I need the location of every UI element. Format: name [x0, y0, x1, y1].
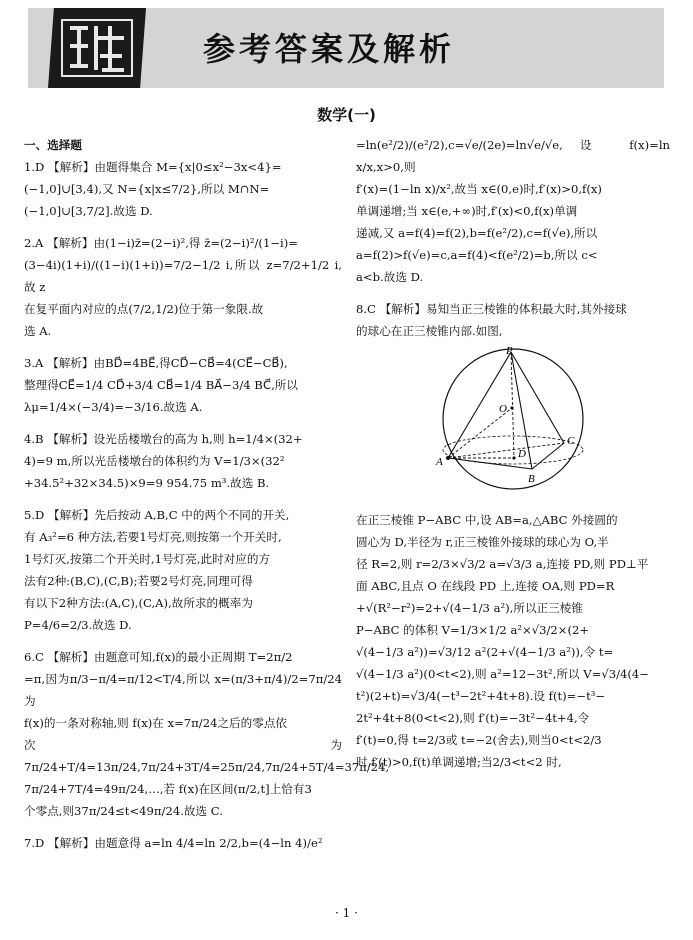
solution-line: 选 A.	[24, 324, 52, 338]
page-header	[28, 8, 664, 88]
seal-logo-icon	[58, 16, 136, 80]
right-column-top	[356, 134, 670, 342]
paragraph-gap	[356, 288, 670, 298]
solution-line: 有 A₃²=6 种方法,若要1号灯亮,则按第一个开关时,	[24, 530, 282, 544]
solution-line: 7π/24+7T/4=49π/24,…,若 f(x)在区间(π/2,t]上恰有3	[24, 782, 312, 796]
solution-line: 4)=9 m,所以光岳楼墩台的体积约为 V=1/3×(32²	[24, 454, 285, 468]
solution-line: √(4−1/3 a²)(0<t<2),则 a²=12−3t²,所以 V=√3/4(4−	[356, 667, 650, 681]
page-title: 参考答案及解析	[203, 30, 456, 68]
solution-line: 1号灯灭,按第二个开关时,1号灯亮,此时对应的方	[24, 552, 271, 566]
solution-line: =π,因为π/3−π/4=π/12<T/4,所以 x=(π/3+π/4)/2=7π/24为	[24, 672, 342, 708]
solution-line: √(4−1/3 a²))=√3/12 a²(2+√(4−1/3 a²)),令 t=	[356, 645, 614, 659]
solution-line: 在复平面内对应的点(7/2,1/2)位于第一象限.故	[24, 302, 264, 316]
solution-line: 3.A 【解析】由BD⃗=4BE⃗,得CD⃗−CB⃗=4(CE⃗−CB⃗),	[24, 356, 288, 370]
solution-line: +34.5²+32×34.5)×9=9 954.75 m³.故选 B.	[24, 476, 270, 490]
paragraph-gap	[24, 822, 342, 832]
solution-line: (−1,0]∪[3,7/2].故选 D.	[24, 204, 153, 218]
solution-line: a=f(2)>f(√e)=c,a=f(4)<f(e²/2)=b,所以 c<	[356, 248, 598, 262]
paragraph-gap	[24, 494, 342, 504]
subject-title: 数学(一)	[317, 106, 376, 124]
solution-line: 时,f′(t)>0,f(t)单调递增;当2/3<t<2 时,	[356, 755, 562, 769]
solution-line: 面 ABC,且点 O 在线段 PD 上,连接 OA,则 PD=R	[356, 579, 615, 593]
pyramid-sphere-figure	[356, 346, 670, 496]
solution-line: 的球心在正三棱锥内部.如图,	[356, 324, 503, 338]
solution-line: 在正三棱锥 P−ABC 中,设 AB=a,△ABC 外接圆的	[356, 513, 618, 527]
solution-line: 7.D 【解析】由题意得 a=ln 4/4=ln 2/2,b=(4−ln 4)/e²	[24, 836, 323, 850]
solution-line: λμ=1/4×(−3/4)=−3/16.故选 A.	[24, 400, 203, 414]
solution-line: 圆心为 D,半径为 r,正三棱锥外接球的球心为 O,半	[356, 535, 609, 549]
figure-label-p: P	[506, 346, 513, 357]
solution-line: (3−4i)(1+i)/((1−i)(1+i))=7/2−1/2 i,所以 z=7/2+1/2 i,故 z	[24, 258, 342, 294]
solution-line: 2.A 【解析】由(1−i)z̄=(2−i)²,得 z̄=(2−i)²/(1−i)=	[24, 236, 298, 250]
figure-label-o: O	[499, 403, 507, 415]
solution-line: f′(x)=(1−ln x)/x²,故当 x∈(0,e)时,f′(x)>0,f(x)	[356, 182, 602, 196]
solution-line: 5.D 【解析】先后按动 A,B,C 中的两个不同的开关,	[24, 508, 290, 522]
solution-line: 整理得CE⃗=1/4 CD⃗+3/4 CB⃗=1/4 BA⃗−3/4 BC⃗,所以	[24, 378, 298, 392]
right-column-bottom	[356, 509, 670, 773]
paragraph-gap	[24, 342, 342, 352]
solution-line: 2t²+4t+8(0<t<2),则 f′(t)=−3t²−4t+4,令	[356, 711, 590, 725]
figure-label-b: B	[528, 473, 535, 485]
solution-line: 4.B 【解析】设光岳楼墩台的高为 h,则 h=1/4×(32+	[24, 432, 303, 446]
solution-line: P−ABC 的体积 V=1/3×1/2 a²×√3/2×(2+	[356, 623, 590, 637]
solution-line: 单调递增;当 x∈(e,+∞)时,f′(x)<0,f(x)单调	[356, 204, 578, 218]
solution-line: P=4/6=2/3.故选 D.	[24, 618, 132, 632]
solution-line: 递减,又 a=f(4)=f(2),b=f(e²/2),c=f(√e),所以	[356, 226, 598, 240]
solution-line: 有以下2种方法:(A,C),(C,A),故所求的概率为	[24, 596, 253, 610]
solution-line: 8.C 【解析】易知当正三棱锥的体积最大时,其外接球	[356, 302, 627, 316]
right-column	[356, 134, 670, 773]
figure-label-d: D	[518, 448, 526, 460]
solution-line: (−1,0]∪[3,4),又 N={x|x≤7/2},所以 M∩N=	[24, 182, 270, 196]
solution-line: f′(t)=0,得 t=2/3或 t=−2(舍去),则当0<t<2/3	[356, 733, 602, 747]
solution-line: =ln(e²/2)/(e²/2),c=√e/(2e)=ln√e/√e,设 f(x)=ln x/x,x>0,则	[356, 138, 670, 174]
solution-line: 个零点,则37π/24≤t<49π/24.故选 C.	[24, 804, 223, 818]
solution-line: t²)(2+t)=√3/4(−t³−2t²+4t+8).设 f(t)=−t³−	[356, 689, 606, 703]
paragraph-gap	[24, 418, 342, 428]
figure-label-a: A	[436, 456, 443, 468]
solution-line: 6.C 【解析】由题意可知,f(x)的最小正周期 T=2π/2	[24, 650, 293, 664]
solution-line: 法有2种:(B,C),(C,B);若要2号灯亮,同理可得	[24, 574, 253, 588]
solution-line: 1.D 【解析】由题得集合 M={x|0≤x²−3x<4}=	[24, 160, 282, 174]
section-heading: 一、选择题	[24, 138, 82, 152]
solution-line: +√(R²−r²)=2+√(4−1/3 a²),所以正三棱锥	[356, 601, 583, 615]
solution-line: 次为7π/24+T/4=13π/24,7π/24+3T/4=25π/24,7π/24+5T/4=37π/24,	[24, 738, 390, 774]
page-number: · 1 ·	[335, 906, 358, 920]
paragraph-gap	[24, 636, 342, 646]
solution-line: 径 R=2,则 r=2/3×√3/2 a=√3/3 a,连接 PD,则 PD⊥平	[356, 557, 649, 571]
solution-line: f(x)的一条对称轴,则 f(x)在 x=7π/24之后的零点依	[24, 716, 288, 730]
seal-logo	[48, 8, 146, 88]
paragraph-gap	[24, 222, 342, 232]
solution-line: a<b.故选 D.	[356, 270, 424, 284]
figure-label-c: C	[567, 435, 575, 447]
